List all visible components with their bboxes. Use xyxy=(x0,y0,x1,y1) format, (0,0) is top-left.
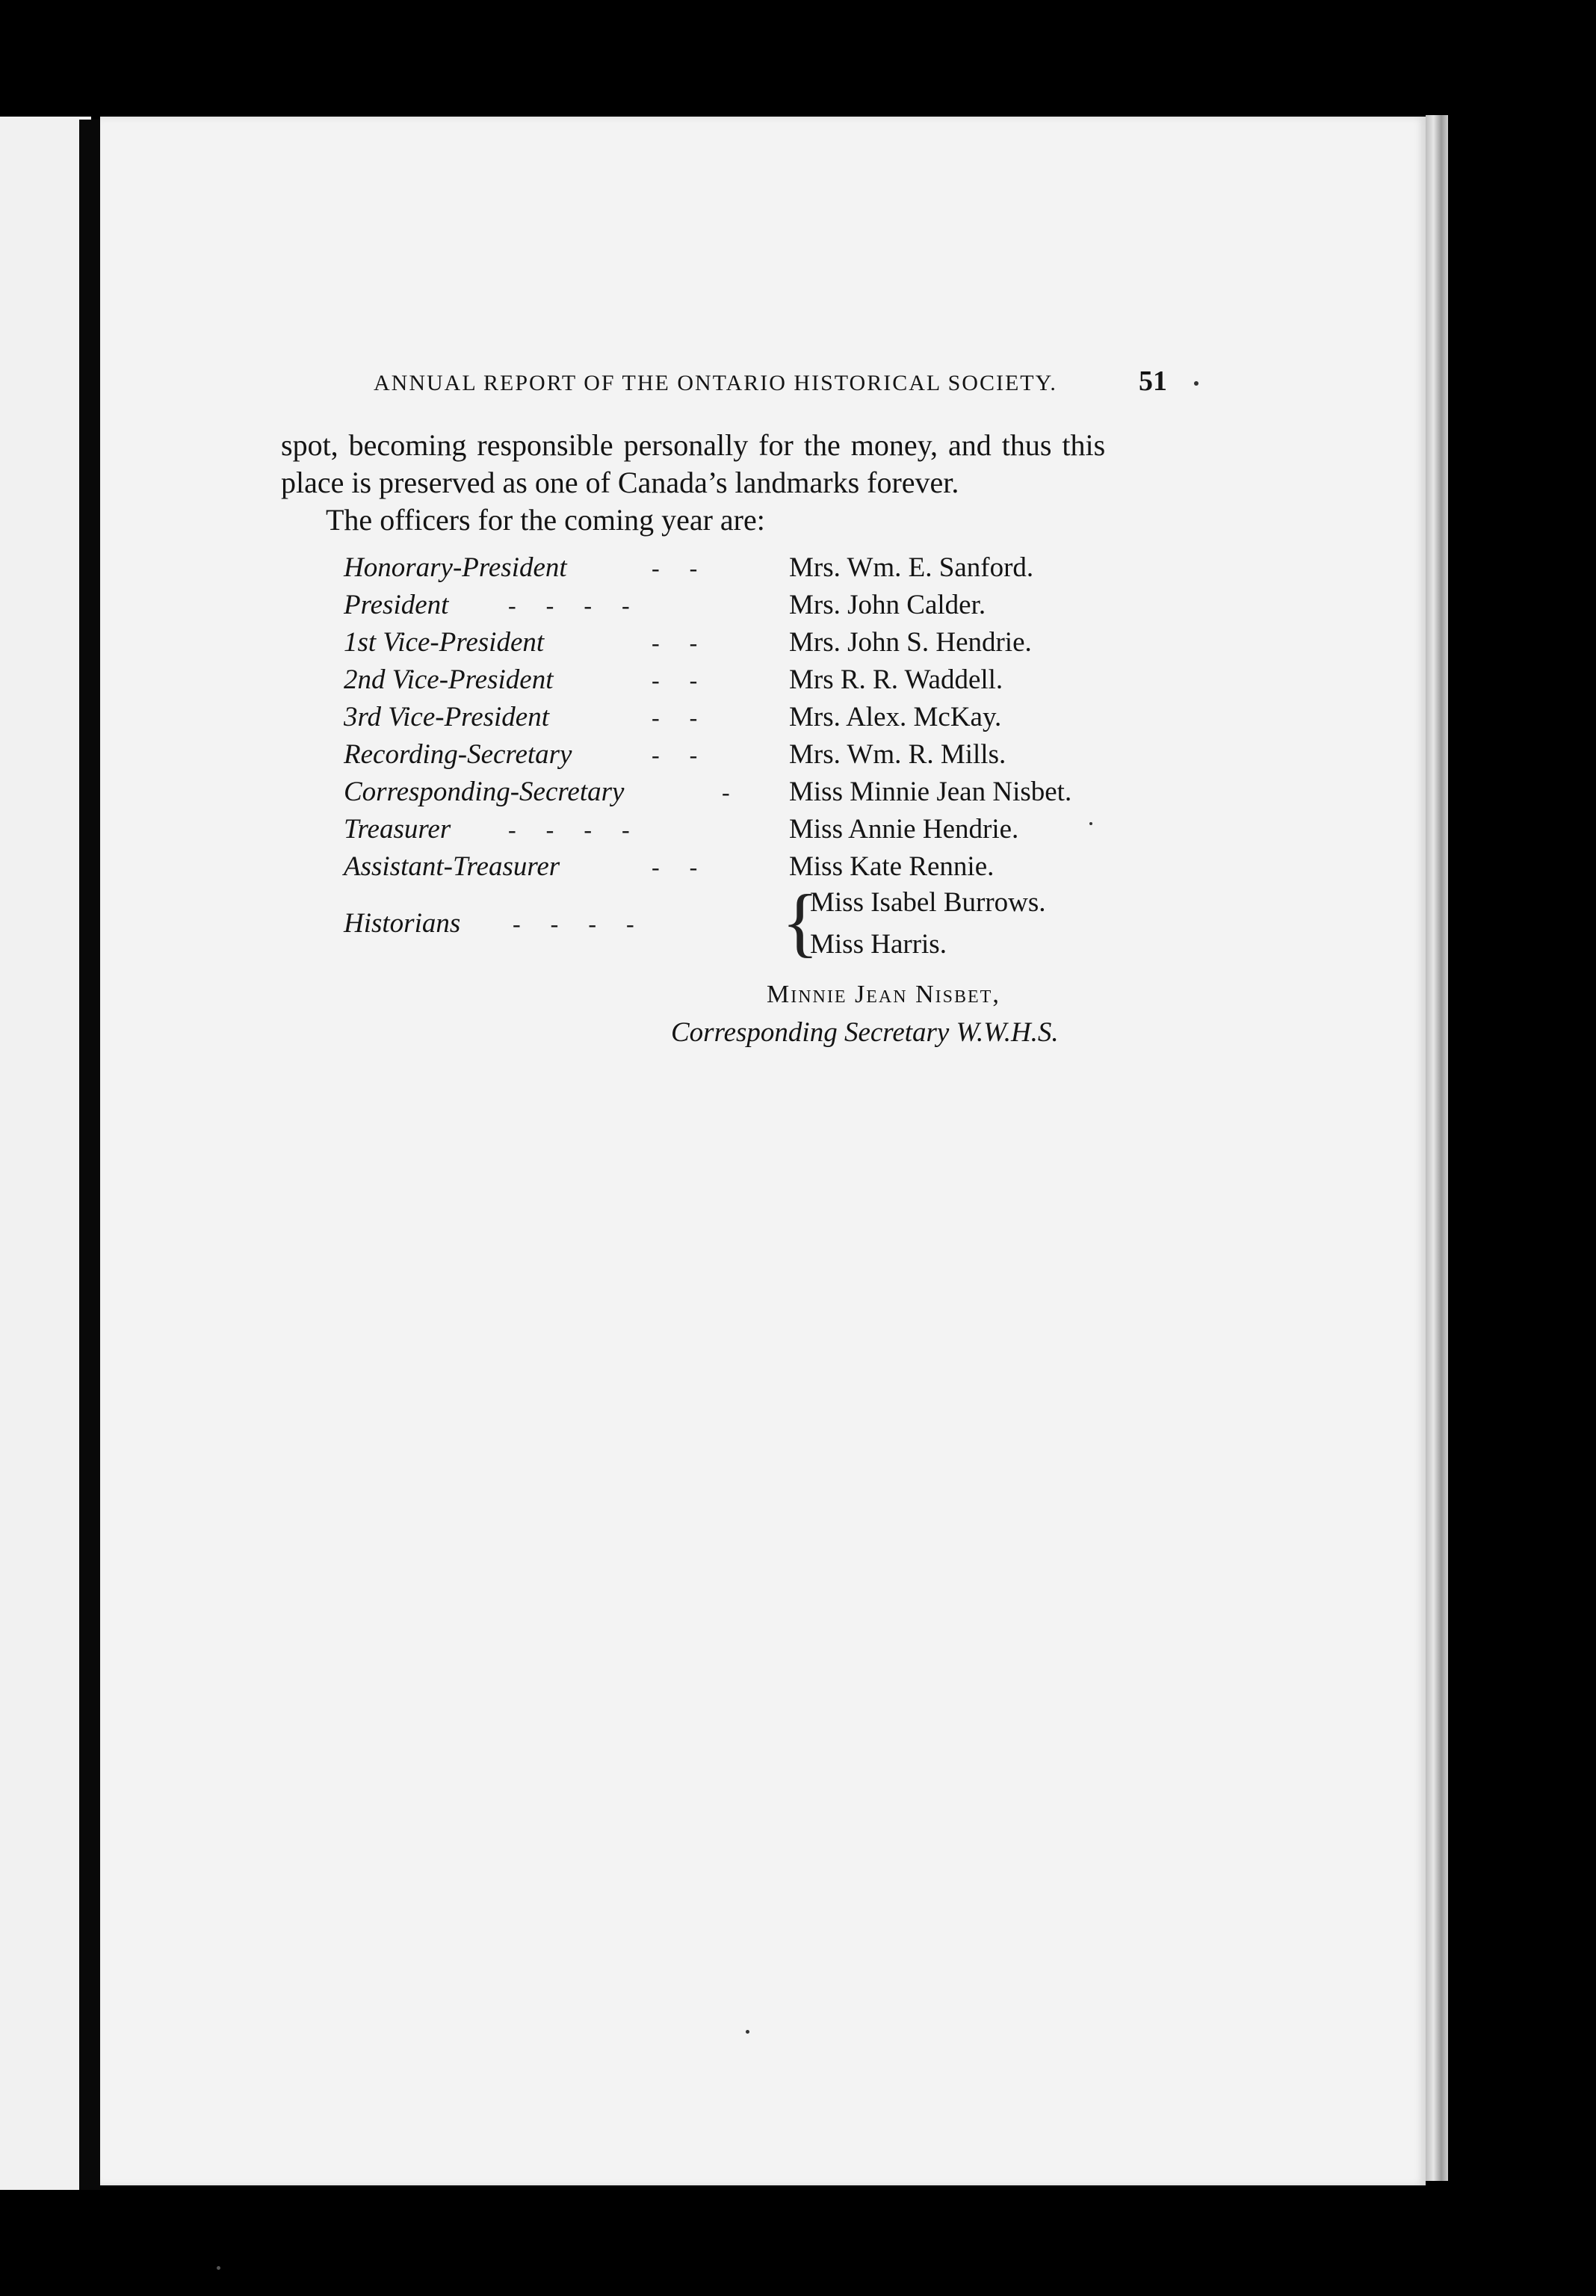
officer-name: Miss Minnie Jean Nisbet. xyxy=(789,777,1072,807)
facing-page-edge xyxy=(0,117,91,2190)
officer-name: Mrs. Wm. E. Sanford. xyxy=(789,552,1034,583)
page-speck xyxy=(1089,822,1092,825)
leader-dashes: - - xyxy=(652,667,698,694)
officer-title: President xyxy=(344,590,449,620)
officer-title: Recording-Secretary xyxy=(344,739,572,770)
leader-dashes: - - xyxy=(652,555,698,581)
page-speck xyxy=(746,2030,749,2034)
scan-speck xyxy=(217,2266,220,2270)
historian-name: Miss Harris. xyxy=(810,929,947,960)
officer-title: 2nd Vice-President xyxy=(344,664,554,695)
historian-name: Miss Isabel Burrows. xyxy=(810,887,1046,918)
officer-name: Mrs. Alex. McKay. xyxy=(789,702,1002,732)
leader-dashes: - - xyxy=(652,854,698,880)
officer-name: Miss Annie Hendrie. xyxy=(789,814,1019,845)
signature-name: Minnie Jean Nisbet, xyxy=(767,981,1000,1008)
leader-dashes: - xyxy=(722,779,730,806)
officer-title: Corresponding-Secretary xyxy=(344,777,625,807)
leader-dashes: - - xyxy=(652,741,698,768)
book-gutter xyxy=(79,120,100,2190)
officer-name: Mrs. John Calder. xyxy=(789,590,986,620)
page-number: 51 xyxy=(1139,365,1167,397)
officer-title: 3rd Vice-President xyxy=(344,702,550,732)
body-line-1: spot, becoming responsible personally for the money, and thus this xyxy=(281,428,1106,462)
body-line-3: The officers for the coming year are: xyxy=(326,503,765,537)
page-speck xyxy=(1194,381,1198,386)
officer-title: Honorary-President xyxy=(344,552,567,583)
leader-dashes: - - - - xyxy=(513,910,634,937)
officer-name: Miss Kate Rennie. xyxy=(789,851,995,882)
signature-title: Corresponding Secretary W.W.H.S. xyxy=(671,1017,1059,1048)
page-edge-shadow xyxy=(1426,115,1448,2181)
officer-title: 1st Vice-President xyxy=(344,627,545,658)
brace-glyph: { xyxy=(782,879,819,965)
leader-dashes: - - - - xyxy=(508,816,630,843)
leader-dashes: - - - - xyxy=(508,592,630,619)
officer-name: Mrs. John S. Hendrie. xyxy=(789,627,1032,658)
officer-title: Treasurer xyxy=(344,814,451,845)
leader-dashes: - - xyxy=(652,629,698,656)
officer-name: Mrs R. R. Waddell. xyxy=(789,664,1003,695)
officer-title: Assistant-Treasurer xyxy=(344,851,560,882)
running-head: ANNUAL REPORT OF THE ONTARIO HISTORICAL SOCIETY. xyxy=(374,371,1057,395)
body-line-2: place is preserved as one of Canada’s landmarks forever. xyxy=(281,466,959,499)
historians-title: Historians xyxy=(344,908,461,939)
leader-dashes: - - xyxy=(652,704,698,731)
officer-name: Mrs. Wm. R. Mills. xyxy=(789,739,1006,770)
